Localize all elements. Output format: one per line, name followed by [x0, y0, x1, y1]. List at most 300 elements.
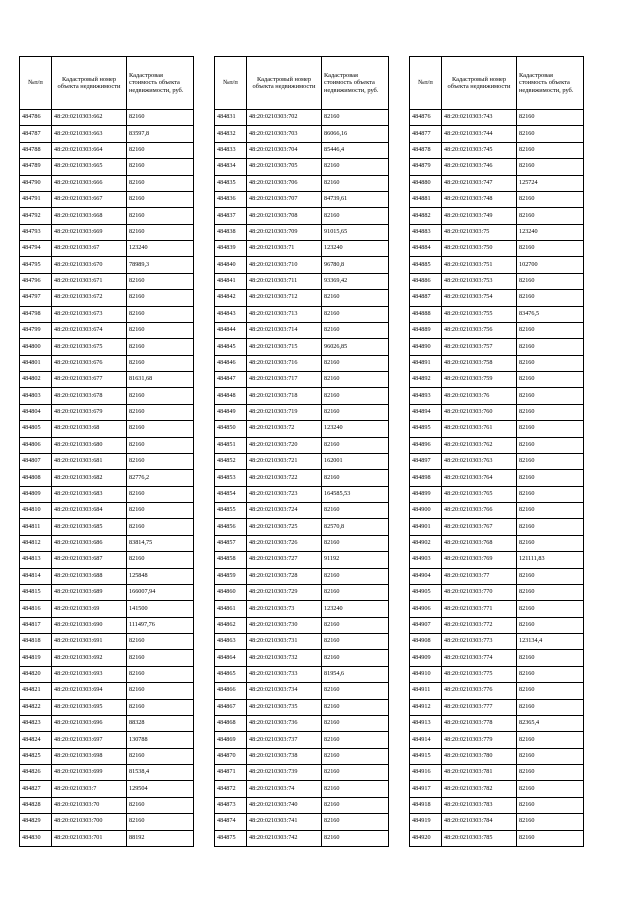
row-number: 484859: [215, 568, 247, 584]
cadastral-number: 48:20:0210303:736: [247, 715, 322, 731]
cadastral-number: 48:20:0210303:700: [52, 814, 127, 830]
cadastral-value: 82160: [517, 503, 584, 519]
cadastral-number: 48:20:0210303:785: [442, 830, 517, 846]
cadastral-number: 48:20:0210303:707: [247, 191, 322, 207]
row-number: 484833: [215, 142, 247, 158]
table-row: [20, 699, 194, 715]
cadastral-value: 82160: [322, 568, 389, 584]
row-number: 484805: [20, 421, 52, 437]
cadastre-table-2: [214, 56, 389, 847]
table-row: [215, 372, 389, 388]
cadastral-value: 82160: [127, 322, 194, 338]
table-row: [410, 126, 584, 142]
table-row: [410, 257, 584, 273]
cadastral-number: 48:20:0210303:761: [442, 421, 517, 437]
cadastral-value: 82160: [127, 503, 194, 519]
row-number: 484889: [410, 322, 442, 338]
cadastral-value: 123240: [322, 241, 389, 257]
cadastral-number: 48:20:0210303:725: [247, 519, 322, 535]
cadastral-value: 82160: [517, 814, 584, 830]
cadastral-number: 48:20:0210303:744: [442, 126, 517, 142]
cadastral-value: 82160: [127, 339, 194, 355]
cadastral-number: 48:20:0210303:674: [52, 322, 127, 338]
row-number: 484819: [20, 650, 52, 666]
row-number: 484909: [410, 650, 442, 666]
cadastral-value: 82160: [127, 650, 194, 666]
table-header-row: [20, 57, 194, 110]
table-row: [410, 797, 584, 813]
row-number: 484894: [410, 404, 442, 420]
cadastral-number: 48:20:0210303:677: [52, 372, 127, 388]
cadastral-number: 48:20:0210303:776: [442, 683, 517, 699]
row-number: 484849: [215, 404, 247, 420]
table-row: [410, 568, 584, 584]
cadastral-number: 48:20:0210303:76: [442, 388, 517, 404]
table-body: [410, 110, 584, 847]
cadastral-value: 82160: [322, 715, 389, 731]
row-number: 484792: [20, 208, 52, 224]
table-row: [20, 110, 194, 126]
cadastral-value: 82160: [127, 552, 194, 568]
row-number: 484914: [410, 732, 442, 748]
cadastral-value: 82160: [322, 322, 389, 338]
cadastral-value: 125848: [127, 568, 194, 584]
row-number: 484810: [20, 503, 52, 519]
cadastral-number: 48:20:0210303:726: [247, 535, 322, 551]
cadastral-value: 81538,4: [127, 765, 194, 781]
cadastral-value: 82160: [322, 535, 389, 551]
table-row: [20, 470, 194, 486]
row-number: 484874: [215, 814, 247, 830]
table-row: [215, 355, 389, 371]
cadastral-number: 48:20:0210303:738: [247, 748, 322, 764]
cadastral-number: 48:20:0210303:670: [52, 257, 127, 273]
cadastral-value: 82160: [517, 535, 584, 551]
table-row: [20, 503, 194, 519]
cadastral-value: 82160: [517, 372, 584, 388]
row-number: 484812: [20, 535, 52, 551]
table-row: [215, 535, 389, 551]
table-row: [215, 830, 389, 846]
cadastral-number: 48:20:0210303:682: [52, 470, 127, 486]
table-row: [410, 503, 584, 519]
table-row: [410, 339, 584, 355]
cadastral-number: 48:20:0210303:769: [442, 552, 517, 568]
cadastral-number: 48:20:0210303:71: [247, 241, 322, 257]
cadastral-value: 82160: [517, 388, 584, 404]
row-number: 484816: [20, 601, 52, 617]
row-number: 484901: [410, 519, 442, 535]
table-row: [410, 142, 584, 158]
table-row: [215, 339, 389, 355]
row-number: 484866: [215, 683, 247, 699]
table-row: [215, 175, 389, 191]
cadastral-value: 88192: [127, 830, 194, 846]
table-row: [215, 110, 389, 126]
cadastral-value: 93369,42: [322, 273, 389, 289]
cadastral-value: 123240: [322, 601, 389, 617]
cadastral-value: 82160: [517, 290, 584, 306]
table-row: [410, 748, 584, 764]
cadastral-value: 123240: [322, 421, 389, 437]
cadastral-value: 82160: [322, 765, 389, 781]
header-cadastral-number: Кадастровый номер объекта недвижимости: [442, 57, 517, 110]
table-row: [410, 306, 584, 322]
cadastral-number: 48:20:0210303:767: [442, 519, 517, 535]
cadastral-value: 82160: [127, 421, 194, 437]
table-row: [215, 732, 389, 748]
table-row: [20, 257, 194, 273]
row-number: 484907: [410, 617, 442, 633]
table-row: [410, 404, 584, 420]
table-row: [410, 322, 584, 338]
table-row: [410, 159, 584, 175]
cadastral-value: 82160: [517, 322, 584, 338]
cadastral-value: 82160: [517, 584, 584, 600]
table-row: [20, 175, 194, 191]
cadastral-number: 48:20:0210303:772: [442, 617, 517, 633]
cadastral-number: 48:20:0210303:723: [247, 486, 322, 502]
header-cadastral-value: Кадастровая стоимость объекта недвижимости, руб.: [517, 57, 584, 110]
table-row: [215, 634, 389, 650]
cadastral-number: 48:20:0210303:751: [442, 257, 517, 273]
cadastral-number: 48:20:0210303:686: [52, 535, 127, 551]
row-number: 484836: [215, 191, 247, 207]
table-row: [20, 224, 194, 240]
cadastral-value: 82160: [127, 748, 194, 764]
cadastral-value: 82160: [127, 519, 194, 535]
cadastral-value: 83476,5: [517, 306, 584, 322]
row-number: 484892: [410, 372, 442, 388]
row-number: 484830: [20, 830, 52, 846]
cadastral-value: 82160: [127, 666, 194, 682]
cadastral-number: 48:20:0210303:754: [442, 290, 517, 306]
cadastral-value: 82160: [322, 175, 389, 191]
cadastral-number: 48:20:0210303:731: [247, 634, 322, 650]
cadastral-value: 82160: [322, 306, 389, 322]
cadastral-value: 82160: [127, 814, 194, 830]
cadastral-value: 82160: [127, 486, 194, 502]
table-row: [20, 617, 194, 633]
row-number: 484855: [215, 503, 247, 519]
cadastral-value: 82160: [517, 208, 584, 224]
row-number: 484854: [215, 486, 247, 502]
cadastral-value: 82160: [517, 650, 584, 666]
table-row: [20, 421, 194, 437]
cadastral-value: 96780,8: [322, 257, 389, 273]
row-number: 484868: [215, 715, 247, 731]
table-row: [20, 535, 194, 551]
cadastral-number: 48:20:0210303:704: [247, 142, 322, 158]
cadastral-value: 82160: [517, 339, 584, 355]
table-row: [410, 175, 584, 191]
header-cadastral-value: Кадастровая стоимость объекта недвижимости, руб.: [322, 57, 389, 110]
cadastral-number: 48:20:0210303:755: [442, 306, 517, 322]
cadastral-value: 84739,61: [322, 191, 389, 207]
cadastral-number: 48:20:0210303:765: [442, 486, 517, 502]
cadastral-number: 48:20:0210303:748: [442, 191, 517, 207]
cadastral-value: 82160: [127, 159, 194, 175]
row-number: 484786: [20, 110, 52, 126]
cadastral-number: 48:20:0210303:784: [442, 814, 517, 830]
table-row: [215, 503, 389, 519]
cadastral-number: 48:20:0210303:768: [442, 535, 517, 551]
cadastral-number: 48:20:0210303:67: [52, 241, 127, 257]
row-number: 484835: [215, 175, 247, 191]
cadastral-value: 82160: [322, 617, 389, 633]
cadastral-number: 48:20:0210303:766: [442, 503, 517, 519]
row-number: 484790: [20, 175, 52, 191]
row-number: 484815: [20, 584, 52, 600]
row-number: 484891: [410, 355, 442, 371]
cadastral-number: 48:20:0210303:753: [442, 273, 517, 289]
cadastral-number: 48:20:0210303:711: [247, 273, 322, 289]
row-number: 484919: [410, 814, 442, 830]
cadastral-value: 82160: [127, 797, 194, 813]
row-number: 484872: [215, 781, 247, 797]
table-row: [410, 666, 584, 682]
table-row: [410, 110, 584, 126]
cadastral-value: 82160: [127, 306, 194, 322]
cadastral-value: 82160: [517, 601, 584, 617]
table-row: [410, 830, 584, 846]
cadastral-value: 82160: [517, 519, 584, 535]
row-number: 484795: [20, 257, 52, 273]
table-row: [410, 273, 584, 289]
row-number: 484898: [410, 470, 442, 486]
row-number: 484905: [410, 584, 442, 600]
table-row: [215, 650, 389, 666]
table-row: [215, 404, 389, 420]
table-row: [410, 486, 584, 502]
table-row: [410, 683, 584, 699]
row-number: 484896: [410, 437, 442, 453]
row-number: 484884: [410, 241, 442, 257]
row-number: 484860: [215, 584, 247, 600]
row-number: 484906: [410, 601, 442, 617]
row-number: 484882: [410, 208, 442, 224]
row-number: 484915: [410, 748, 442, 764]
table-row: [215, 191, 389, 207]
cadastral-value: 83597,8: [127, 126, 194, 142]
table-row: [20, 732, 194, 748]
row-number: 484806: [20, 437, 52, 453]
table-row: [20, 437, 194, 453]
row-number: 484864: [215, 650, 247, 666]
cadastral-number: 48:20:0210303:706: [247, 175, 322, 191]
cadastral-number: 48:20:0210303:764: [442, 470, 517, 486]
table-row: [215, 208, 389, 224]
cadastral-number: 48:20:0210303:773: [442, 634, 517, 650]
row-number: 484838: [215, 224, 247, 240]
row-number: 484899: [410, 486, 442, 502]
cadastral-value: 82160: [127, 355, 194, 371]
cadastral-value: 82160: [127, 699, 194, 715]
row-number: 484897: [410, 453, 442, 469]
cadastral-number: 48:20:0210303:73: [247, 601, 322, 617]
table-row: [410, 634, 584, 650]
cadastral-value: 82160: [517, 765, 584, 781]
cadastral-number: 48:20:0210303:741: [247, 814, 322, 830]
row-number: 484911: [410, 683, 442, 699]
row-number: 484798: [20, 306, 52, 322]
row-number: 484831: [215, 110, 247, 126]
row-number: 484880: [410, 175, 442, 191]
cadastral-value: 82160: [127, 453, 194, 469]
row-number: 484857: [215, 535, 247, 551]
row-number: 484827: [20, 781, 52, 797]
cadastral-value: 129504: [127, 781, 194, 797]
cadastral-number: 48:20:0210303:675: [52, 339, 127, 355]
cadastral-number: 48:20:0210303:739: [247, 765, 322, 781]
cadastral-number: 48:20:0210303:757: [442, 339, 517, 355]
cadastral-number: 48:20:0210303:746: [442, 159, 517, 175]
cadastral-number: 48:20:0210303:671: [52, 273, 127, 289]
cadastral-value: 82160: [322, 470, 389, 486]
table-body: [215, 110, 389, 847]
row-number: 484910: [410, 666, 442, 682]
cadastral-number: 48:20:0210303:684: [52, 503, 127, 519]
cadastral-number: 48:20:0210303:728: [247, 568, 322, 584]
row-number: 484813: [20, 552, 52, 568]
cadastral-value: 82160: [517, 126, 584, 142]
table-row: [215, 470, 389, 486]
cadastral-value: 82160: [322, 372, 389, 388]
row-number: 484867: [215, 699, 247, 715]
row-number: 484818: [20, 634, 52, 650]
cadastral-number: 48:20:0210303:734: [247, 683, 322, 699]
table-row: [20, 322, 194, 338]
table-row: [410, 388, 584, 404]
row-number: 484793: [20, 224, 52, 240]
header-cadastral-number: Кадастровый номер объекта недвижимости: [247, 57, 322, 110]
row-number: 484886: [410, 273, 442, 289]
table-row: [20, 372, 194, 388]
cadastral-value: 88328: [127, 715, 194, 731]
cadastral-value: 111497,76: [127, 617, 194, 633]
row-number: 484847: [215, 372, 247, 388]
row-number: 484791: [20, 191, 52, 207]
row-number: 484863: [215, 634, 247, 650]
table-row: [215, 683, 389, 699]
cadastral-number: 48:20:0210303:762: [442, 437, 517, 453]
row-number: 484802: [20, 372, 52, 388]
cadastral-value: 82160: [322, 159, 389, 175]
cadastral-number: 48:20:0210303:713: [247, 306, 322, 322]
table-row: [215, 797, 389, 813]
cadastral-number: 48:20:0210303:681: [52, 453, 127, 469]
cadastral-number: 48:20:0210303:683: [52, 486, 127, 502]
cadastral-number: 48:20:0210303:775: [442, 666, 517, 682]
table-row: [20, 765, 194, 781]
cadastral-number: 48:20:0210303:778: [442, 715, 517, 731]
row-number: 484917: [410, 781, 442, 797]
cadastral-number: 48:20:0210303:709: [247, 224, 322, 240]
table-row: [215, 781, 389, 797]
cadastral-value: 82160: [127, 634, 194, 650]
cadastral-value: 82160: [322, 732, 389, 748]
cadastral-number: 48:20:0210303:717: [247, 372, 322, 388]
table-row: [215, 142, 389, 158]
cadastral-number: 48:20:0210303:676: [52, 355, 127, 371]
table-row: [20, 208, 194, 224]
row-number: 484913: [410, 715, 442, 731]
table-row: [215, 666, 389, 682]
cadastral-number: 48:20:0210303:701: [52, 830, 127, 846]
cadastral-number: 48:20:0210303:708: [247, 208, 322, 224]
cadastral-number: 48:20:0210303:724: [247, 503, 322, 519]
table-row: [410, 732, 584, 748]
row-number: 484875: [215, 830, 247, 846]
cadastral-value: 82160: [322, 683, 389, 699]
cadastral-number: 48:20:0210303:664: [52, 142, 127, 158]
table-row: [20, 519, 194, 535]
cadastral-value: 123134,4: [517, 634, 584, 650]
cadastral-value: 82160: [322, 584, 389, 600]
cadastral-value: 82570,8: [322, 519, 389, 535]
cadastral-value: 82160: [517, 421, 584, 437]
table-row: [20, 339, 194, 355]
table-row: [410, 355, 584, 371]
cadastral-value: 82160: [127, 404, 194, 420]
cadastral-number: 48:20:0210303:737: [247, 732, 322, 748]
row-number: 484832: [215, 126, 247, 142]
table-row: [410, 290, 584, 306]
row-number: 484800: [20, 339, 52, 355]
cadastral-value: 82160: [517, 830, 584, 846]
table-row: [410, 453, 584, 469]
table-header-row: [410, 57, 584, 110]
cadastral-value: 166007,94: [127, 584, 194, 600]
table-row: [410, 584, 584, 600]
row-number: 484879: [410, 159, 442, 175]
table-row: [20, 241, 194, 257]
row-number: 484843: [215, 306, 247, 322]
row-number: 484846: [215, 355, 247, 371]
table-row: [20, 814, 194, 830]
row-number: 484811: [20, 519, 52, 535]
table-row: [20, 634, 194, 650]
cadastral-value: 82160: [127, 142, 194, 158]
table-row: [410, 781, 584, 797]
cadastral-number: 48:20:0210303:781: [442, 765, 517, 781]
cadastral-number: 48:20:0210303:729: [247, 584, 322, 600]
cadastral-value: 82160: [517, 241, 584, 257]
cadastral-value: 82160: [517, 273, 584, 289]
cadastral-value: 82160: [517, 404, 584, 420]
table-row: [410, 470, 584, 486]
row-number: 484893: [410, 388, 442, 404]
cadastral-number: 48:20:0210303:703: [247, 126, 322, 142]
row-number: 484912: [410, 699, 442, 715]
table-row: [410, 437, 584, 453]
row-number: 484808: [20, 470, 52, 486]
row-number: 484903: [410, 552, 442, 568]
row-number: 484794: [20, 241, 52, 257]
table-row: [215, 715, 389, 731]
cadastral-number: 48:20:0210303:702: [247, 110, 322, 126]
row-number: 484869: [215, 732, 247, 748]
cadastral-number: 48:20:0210303:749: [442, 208, 517, 224]
row-number: 484821: [20, 683, 52, 699]
cadastral-number: 48:20:0210303:722: [247, 470, 322, 486]
row-number: 484823: [20, 715, 52, 731]
cadastral-value: 82160: [517, 470, 584, 486]
row-number: 484824: [20, 732, 52, 748]
row-number: 484877: [410, 126, 442, 142]
cadastral-value: 82160: [517, 683, 584, 699]
row-number: 484789: [20, 159, 52, 175]
